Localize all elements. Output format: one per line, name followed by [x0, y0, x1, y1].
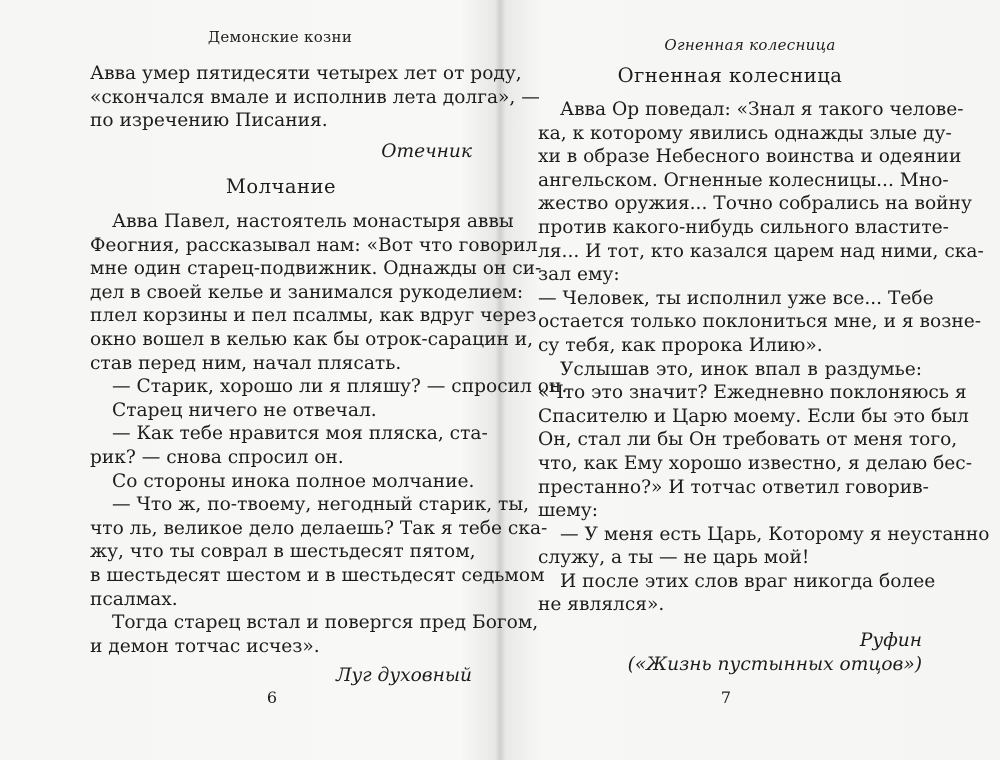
- body-line: Услышав это, инок впал в раздумье:: [560, 358, 922, 380]
- left-source: Луг духовный: [335, 665, 472, 687]
- left-running-head: Демонские козни: [207, 28, 353, 46]
- body-line: ка, к которому явились однажды злые ду-: [538, 122, 952, 144]
- body-line: Тогда старец встал и повергся пред Богом,: [112, 612, 539, 634]
- body-line: что ль, великое дело делаешь? Так я тебе ска-: [90, 517, 548, 539]
- intro-line: Авва умер пятидесяти четырех лет от роду,: [90, 63, 522, 84]
- body-line: жу, что ты соврал в шестьдесят пятом,: [90, 541, 476, 563]
- right-source-title: («Жизнь пустынных отцов»): [627, 653, 922, 675]
- body-line: ангельском. Огненные колесницы... Мно-: [538, 169, 949, 191]
- body-line: служу, а ты — не царь мой!: [538, 547, 810, 569]
- intro-line: «скончался вмале и исполнив лета долга», —: [90, 86, 540, 108]
- body-line: окно вошел в келью как бы отрок-сарацин и,: [90, 328, 534, 350]
- body-line: дел в своей келье и занимался рукоделием:: [90, 281, 524, 303]
- right-body: [538, 98, 990, 676]
- body-line: — Как тебе нравится моя пляска, ста-: [112, 423, 488, 445]
- body-line: хи в образе Небесного воинства и одеянии: [538, 146, 962, 168]
- right-running-head: Огненная колесница: [664, 36, 836, 54]
- body-line: ля... И тот, кто казался царем над ними, ска-: [538, 240, 984, 262]
- body-line: — Человек, ты исполнил уже все... Тебе: [538, 287, 934, 309]
- body-line: — У меня есть Царь, Которому я неустанно: [560, 523, 990, 545]
- body-line: став перед ним, начал плясать.: [90, 352, 402, 374]
- right-source-author: Руфин: [859, 630, 922, 652]
- right-page: [500, 0, 1000, 760]
- body-line: что, как Ему хорошо известно, я делаю бес-: [538, 452, 972, 474]
- body-line: мне один старец-подвижник. Однажды он си-: [90, 258, 542, 280]
- body-line: — Старик, хорошо ли я пляшу? — спросил он.: [112, 376, 568, 398]
- body-line: су тебя, как пророка Илию».: [538, 334, 823, 356]
- body-line: Феогния, рассказывал нам: «Вот что говорил: [90, 234, 538, 256]
- body-line: — Что ж, по-твоему, негодный старик, ты,: [112, 494, 530, 516]
- body-line: Авва Ор поведал: «Знал я такого челове-: [560, 99, 964, 120]
- body-line: И после этих слов враг никогда более: [560, 570, 936, 592]
- body-line: против какого-нибудь сильного властите-: [538, 216, 949, 238]
- body-line: зал ему:: [538, 264, 620, 286]
- left-intro: [90, 62, 540, 163]
- body-line: жество оружия... Точно собрались на войну: [538, 193, 972, 215]
- body-line: в шестьдесят шестом и в шестьдесят седьмом: [90, 564, 545, 586]
- body-line: Спасителю и Царю моему. Если бы это был: [538, 405, 969, 427]
- body-line: Со стороны инока полное молчание.: [112, 470, 475, 492]
- right-heading: Огненная колесница: [617, 64, 843, 87]
- body-line: Старец ничего не отвечал.: [112, 399, 377, 421]
- body-line: не являлся».: [538, 594, 665, 616]
- page-number-left: 6: [266, 688, 278, 707]
- intro-source: Отечник: [381, 140, 472, 162]
- left-heading: Молчание: [225, 175, 337, 198]
- body-line: «Что это значит? Ежедневно поклоняюсь я: [538, 382, 967, 404]
- body-line: Авва Павел, настоятель монастыря аввы: [112, 211, 514, 232]
- body-line: плел корзины и пел псалмы, как вдруг через: [90, 305, 537, 327]
- page-number-right: 7: [720, 688, 732, 707]
- body-line: рик? — снова спросил он.: [90, 446, 344, 468]
- body-line: шему:: [538, 500, 598, 522]
- body-line: псалмах.: [90, 588, 178, 610]
- body-line: Он, стал ли бы Он требовать от меня того,: [538, 429, 958, 451]
- body-line: остается только поклониться мне, и я возне-: [538, 311, 982, 333]
- body-line: престанно?» И тотчас ответил говорив-: [538, 476, 929, 498]
- body-line: и демон тотчас исчез».: [90, 635, 320, 657]
- intro-line: по изречению Писания.: [90, 110, 328, 132]
